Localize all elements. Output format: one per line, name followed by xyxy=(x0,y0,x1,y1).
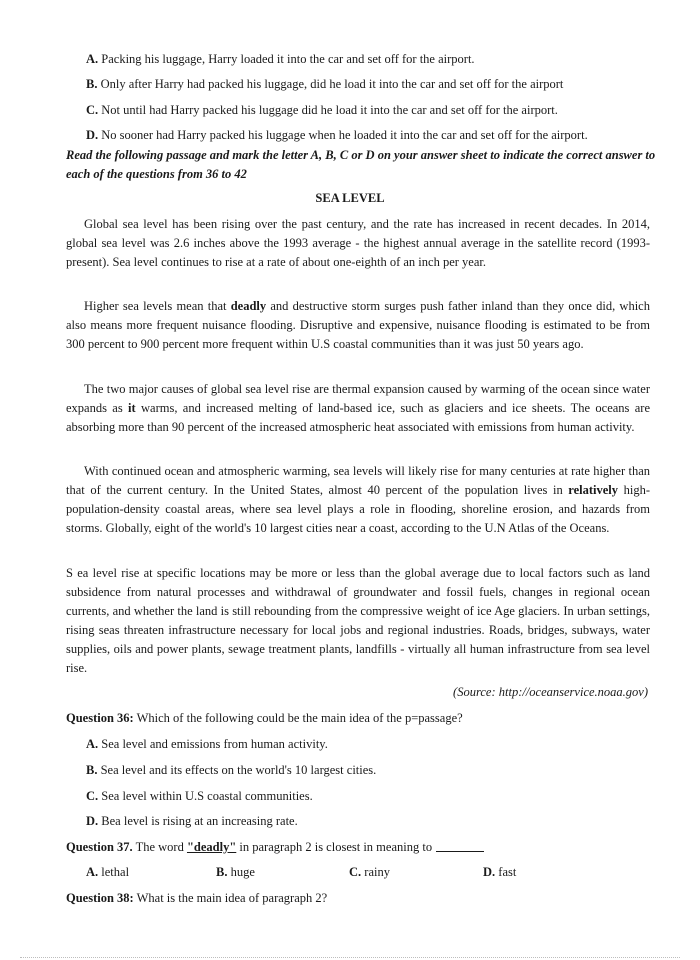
prev-option-d: D. No sooner had Harry packed his luggage when he loaded it into the car and set off for the airport. xyxy=(86,128,588,142)
page-bottom-divider xyxy=(20,957,680,958)
question-36: Question 36: Which of the following could be the main idea of the p=passage? xyxy=(66,711,463,725)
paragraph-4: With continued ocean and atmospheric warming, sea levels will likely rise for many centuries at rate higher than that of the current century. In the United States, almost 40 percent of the population lives in relatively high-population-density coastal areas, where sea level plays a role in flooding, shoreline erosion, and hazards from storms. Globally, eight of the world's 10 largest cities near a coast, according to the U.N Atlas of the Oceans. xyxy=(66,464,650,535)
q36-option-a: A. Sea level and emissions from human activity. xyxy=(86,737,328,751)
keyword-it: it xyxy=(128,401,136,415)
q37-option-a: A. lethal xyxy=(86,865,130,879)
prev-option-a: A. Packing his luggage, Harry loaded it into the car and set off for the airport. xyxy=(86,52,475,66)
paragraph-1: Global sea level has been rising over the past century, and the rate has increased in recent decades. In 2014, global sea level was 2.6 inches above the 1993 average - the highest annual average in the satellite record (1993-present). Sea level continues to rise at a rate of about one-eighth of an inch per year. xyxy=(66,217,650,269)
quoted-word-deadly: "deadly" xyxy=(186,840,237,854)
q36-option-b: B. Sea level and its effects on the world's 10 largest cities. xyxy=(86,763,377,777)
q36-option-d: D. Bea level is rising at an increasing rate. xyxy=(86,814,298,828)
q37-option-c: C. rainy xyxy=(349,865,390,879)
prev-option-b: B. Only after Harry had packed his luggage, did he load it into the car and set off for the airport xyxy=(86,77,564,91)
q37-option-d: D. fast xyxy=(483,865,517,879)
paragraph-5: S ea level rise at specific locations may be more or less than the global average due to local factors such as land subsidence from natural processes and withdrawal of groundwater and fossil fuels, changes in regional ocean currents, and whether the land is still rebounding from the compressive weight of ice Age glaciers. In urban settings, rising seas threaten infrastructure necessary for local jobs and regional industries. Roads, bridges, subways, water supplies, oils and power plants, sewage treatment plants, landfills - virtually all human infrastructure from sea level rise. xyxy=(66,566,650,675)
answer-blank xyxy=(436,851,484,852)
question-38: Question 38: What is the main idea of paragraph 2? xyxy=(66,891,328,905)
keyword-deadly: deadly xyxy=(230,299,267,313)
passage-title: SEA LEVEL xyxy=(315,191,385,205)
paragraph-2: Higher sea levels mean that deadly and destructive storm surges push father inland than they once did, which also means more frequent nuisance flooding. Disruptive and expensive, nuisance flooding is estimated to be from 300 percent to 900 percent more frequent within U.S coastal communities than it was just 50 years ago. xyxy=(66,299,650,351)
paragraph-3: The two major causes of global sea level rise are thermal expansion caused by warming of the ocean since water expands as it warms, and increased melting of land-based ice, such as glaciers and ice sheets. The oceans are absorbing more than 90 percent of the increased atmospheric heat associated with emissions from human activity. xyxy=(66,382,650,434)
reading-instruction: Read the following passage and mark the letter A, B, C or D on your answer sheet to indicate the correct answer to each of the questions from 36 to 42 xyxy=(66,148,656,181)
q36-option-c: C. Sea level within U.S coastal communities. xyxy=(86,789,313,803)
question-37: Question 37. The word "deadly" in paragraph 2 is closest in meaning to xyxy=(66,840,484,855)
keyword-relatively: relatively xyxy=(568,483,619,497)
q37-option-b: B. huge xyxy=(216,865,255,879)
passage-source: (Source: http://oceanservice.noaa.gov) xyxy=(453,685,648,699)
prev-option-c: C. Not until had Harry packed his luggage did he load it into the car and set off for the airport. xyxy=(86,103,558,117)
